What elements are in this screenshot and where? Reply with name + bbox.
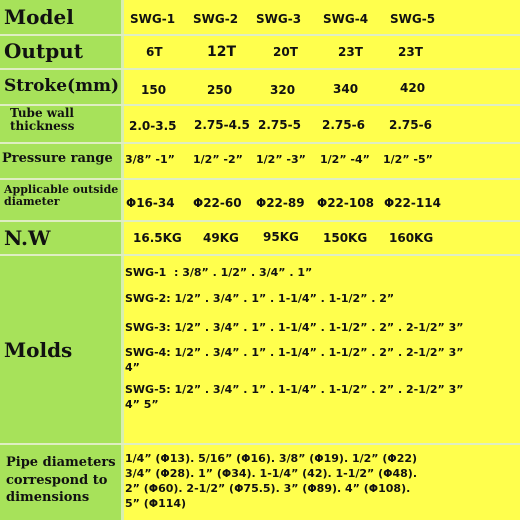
pressure-1: 3/8” -1”: [125, 153, 175, 166]
tube-wall-3: 2.75-5: [258, 118, 301, 132]
column-divider: [121, 0, 124, 520]
label-nw: N.W: [4, 226, 51, 250]
model-5: SWG-5: [390, 12, 436, 26]
pressure-2: 1/2” -2”: [193, 153, 243, 166]
output-4: 23T: [338, 45, 363, 59]
row-divider: [0, 254, 520, 256]
diameter-2: Φ22-60: [193, 196, 242, 210]
label-output: Output: [4, 39, 83, 63]
stroke-4: 340: [333, 82, 359, 96]
pipe-diameters-text: 1/4” (Φ13). 5/16” (Φ16). 3/8” (Φ19). 1/2” (Φ22) 3/4” (Φ28). 1” (Φ34). 1-1/4” (42). 1-1/2” (Φ48). 2” (Φ60). 2-1/2” (Φ75.5). 3” (Φ89). 4” (Φ108). 5” (Φ114): [125, 452, 418, 510]
tube-wall-1: 2.0-3.5: [129, 119, 177, 133]
diameter-1: Φ16-34: [126, 196, 175, 210]
output-2: 12T: [207, 44, 237, 60]
stroke-1: 150: [141, 83, 167, 97]
model-2: SWG-2: [193, 12, 239, 26]
label-pipe-diameters: Pipe diameters correspond to dimensions: [6, 455, 116, 506]
stroke-3: 320: [270, 83, 296, 97]
mold-line-swg1: SWG-1 : 3/8” . 1/2” . 3/4” . 1”: [125, 266, 313, 279]
label-model: Model: [4, 5, 74, 29]
diameter-3: Φ22-89: [256, 196, 305, 210]
label-pressure-range: Pressure range: [2, 151, 113, 166]
pressure-3: 1/2” -3”: [256, 153, 306, 166]
row-divider: [0, 104, 520, 106]
row-divider: [0, 142, 520, 144]
model-1: SWG-1: [130, 12, 176, 26]
mold-line-swg5: SWG-5: 1/2” . 3/4” . 1” . 1-1/4” . 1-1/2” . 2” . 2-1/2” 3” 4” 5”: [125, 383, 464, 411]
label-molds: Molds: [4, 338, 73, 362]
label-outside-diameter: Applicable outside diameter: [4, 183, 119, 209]
nw-4: 150KG: [323, 231, 368, 245]
tube-wall-2: 2.75-4.5: [194, 118, 250, 132]
diameter-5: Φ22-114: [384, 196, 441, 210]
stroke-5: 420: [400, 81, 426, 95]
nw-1: 16.5KG: [133, 231, 182, 245]
nw-5: 160KG: [389, 231, 434, 245]
mold-line-swg2: SWG-2: 1/2” . 3/4” . 1” . 1-1/4” . 1-1/2” . 2”: [125, 292, 395, 305]
nw-2: 49KG: [203, 231, 239, 245]
output-1: 6T: [146, 45, 163, 59]
pressure-4: 1/2” -4”: [320, 153, 370, 166]
row-divider: [0, 178, 520, 180]
model-3: SWG-3: [256, 12, 302, 26]
row-divider: [0, 68, 520, 70]
stroke-2: 250: [207, 83, 233, 97]
tube-wall-4: 2.75-6: [322, 118, 365, 132]
mold-line-swg4: SWG-4: 1/2” . 3/4” . 1” . 1-1/4” . 1-1/2” . 2” . 2-1/2” 3” 4”: [125, 346, 464, 374]
label-tube-wall: Tube wall thickness: [10, 106, 75, 134]
diameter-4: Φ22-108: [317, 196, 374, 210]
mold-line-swg3: SWG-3: 1/2” . 3/4” . 1” . 1-1/4” . 1-1/2” . 2” . 2-1/2” 3”: [125, 321, 464, 334]
nw-3: 95KG: [263, 230, 299, 244]
row-divider: [0, 443, 520, 445]
row-divider: [0, 220, 520, 222]
row-divider: [0, 34, 520, 36]
pressure-5: 1/2” -5”: [383, 153, 433, 166]
label-stroke: Stroke(mm): [4, 76, 120, 96]
tube-wall-5: 2.75-6: [389, 118, 432, 132]
output-5: 23T: [398, 45, 423, 59]
output-3: 20T: [273, 45, 298, 59]
model-4: SWG-4: [323, 12, 369, 26]
